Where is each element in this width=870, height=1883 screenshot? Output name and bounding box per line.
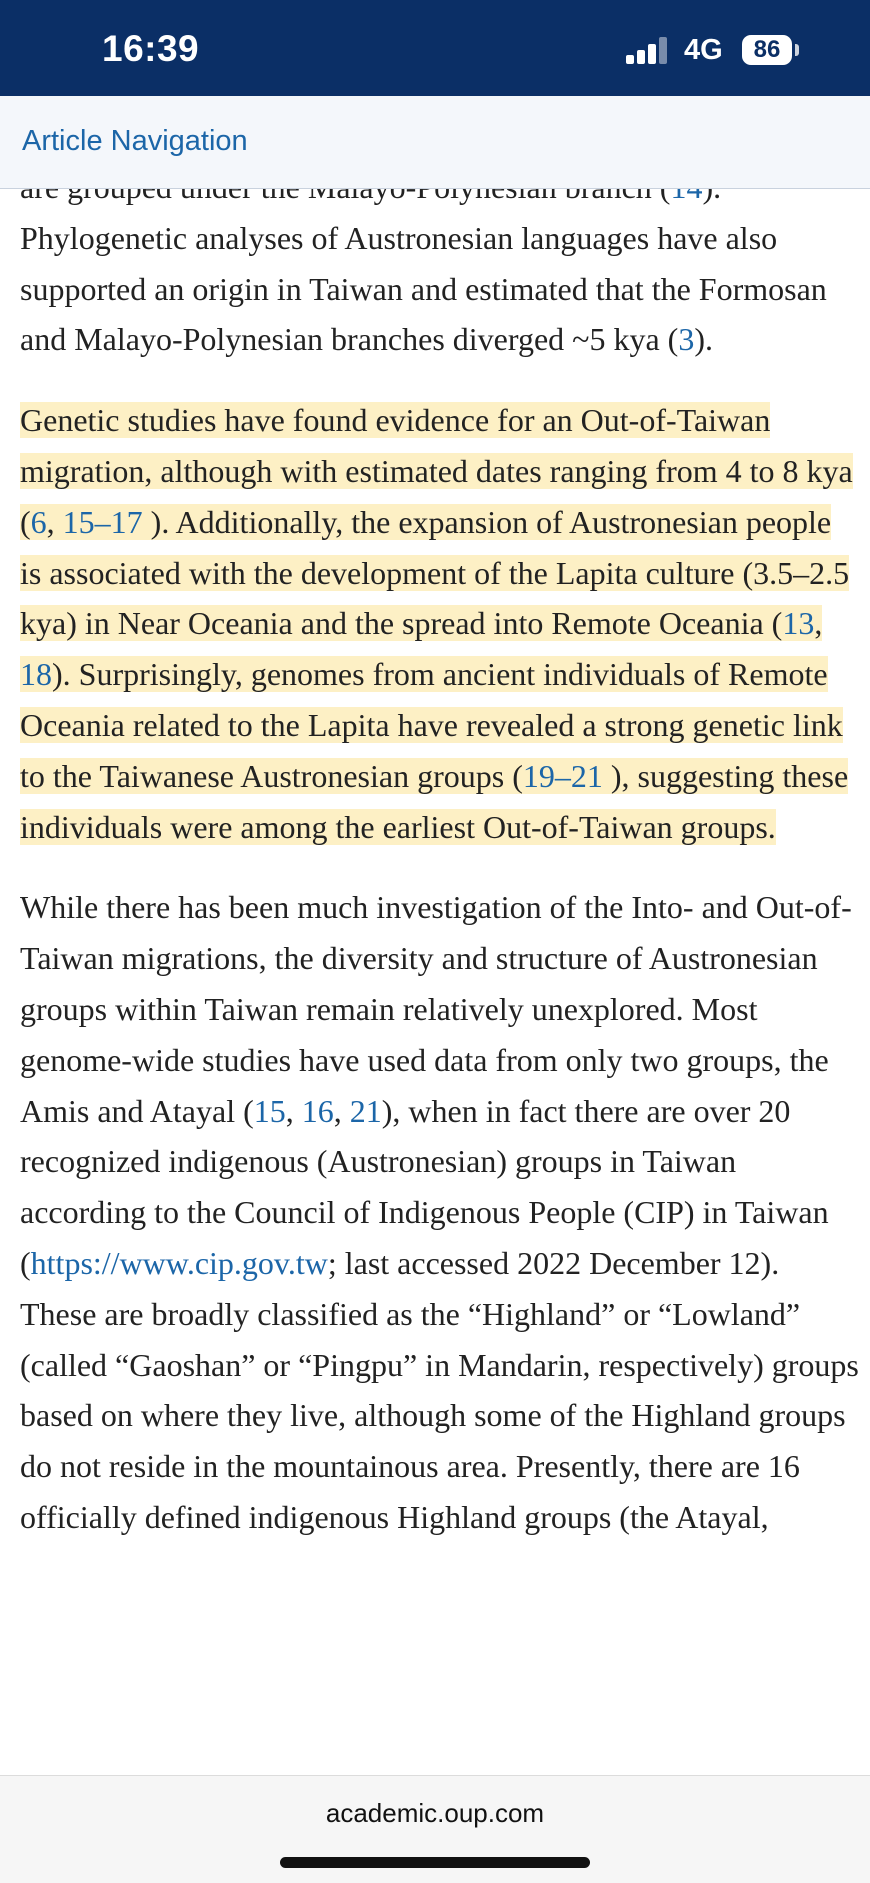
browser-bottom-bar xyxy=(0,1775,870,1883)
text-segment: ). xyxy=(694,321,713,358)
reference-link[interactable]: 16 xyxy=(301,1092,334,1129)
text-segment: ; last accessed 2022 December 12). These are broadly classified as the “Highland” or “Lowland” (called “Gaoshan” or “Pingpu” in Mandarin, respectively) groups based on where they live, although some of the Highland groups do not reside in the mountainous area. Presently, there are 16 officially defined indigenous Highland groups (the Atayal, xyxy=(20,1244,859,1535)
reference-link[interactable]: https://www.cip.gov.tw xyxy=(30,1244,328,1281)
text-segment: Phylogenetic analyses of Austronesian languages have also supported an origin in Taiwan and estimated that the Formosan and Malayo-Polynesian branches diverged ~5 kya ( xyxy=(20,219,827,358)
status-time: 16:39 xyxy=(102,28,200,69)
battery-cap xyxy=(795,44,799,56)
reference-link[interactable]: 6 xyxy=(30,503,47,540)
address-bar-url[interactable]: academic.oup.com xyxy=(325,1798,545,1828)
text-segment: ). Additionally, the expansion of Austronesian people is associated with the development of the Lapita culture (3.5–2.5 kya) in Near Oceania and the spread into Remote Oceania ( xyxy=(20,503,850,642)
highlighted-paragraph xyxy=(20,395,860,852)
paragraph xyxy=(20,882,860,1542)
text-segment: , xyxy=(814,605,823,642)
reference-link[interactable]: 19–21 xyxy=(522,757,603,794)
reference-link[interactable]: 18 xyxy=(20,656,52,693)
text-segment: While there has been much investigation of the Into- and Out-of-Taiwan migrations, the diversity and structure of Austronesian groups within Taiwan remain relatively unexplored. Most genome-wide studies have used data from only two groups, the Amis and Atayal ( xyxy=(20,889,852,1129)
reference-link[interactable]: 3 xyxy=(678,321,695,358)
article-navigation-link[interactable]: Article Navigation xyxy=(22,125,248,157)
status-bar xyxy=(0,0,870,96)
text-segment: , xyxy=(285,1092,302,1129)
paragraph xyxy=(20,162,860,365)
article-navigation-bar[interactable] xyxy=(0,96,870,189)
network-type: 4G xyxy=(684,34,723,66)
cellular-signal-icon xyxy=(626,36,670,64)
reference-link[interactable]: 21 xyxy=(349,1092,382,1129)
reference-link[interactable]: 13 xyxy=(782,605,815,642)
text-segment: , xyxy=(333,1092,350,1129)
reference-link[interactable]: 15 xyxy=(253,1092,286,1129)
text-segment: ), suggesting these individuals were among the earliest Out-of-Taiwan groups. xyxy=(20,757,849,845)
text-segment: ). Surprisingly, genomes from ancient individuals of Remote Oceania related to the Lapita have revealed a strong genetic link to the Taiwanese Austronesian groups ( xyxy=(20,656,843,794)
reference-link[interactable]: 15–17 xyxy=(62,503,143,540)
text-segment: Genetic studies have found evidence for an Out-of-Taiwan migration, although with estimated dates ranging from 4 to 8 kya ( xyxy=(20,402,853,540)
article-body xyxy=(20,162,860,1543)
text-segment: , xyxy=(46,503,63,540)
battery-icon: 86 xyxy=(742,35,792,65)
home-indicator[interactable] xyxy=(280,1857,590,1868)
text-segment: ), when in fact there are over 20 recognized indigenous (Austronesian) groups in Taiwan according to the Council of Indigenous People (CIP) in Taiwan ( xyxy=(20,1092,829,1281)
text-highlight xyxy=(20,402,853,844)
